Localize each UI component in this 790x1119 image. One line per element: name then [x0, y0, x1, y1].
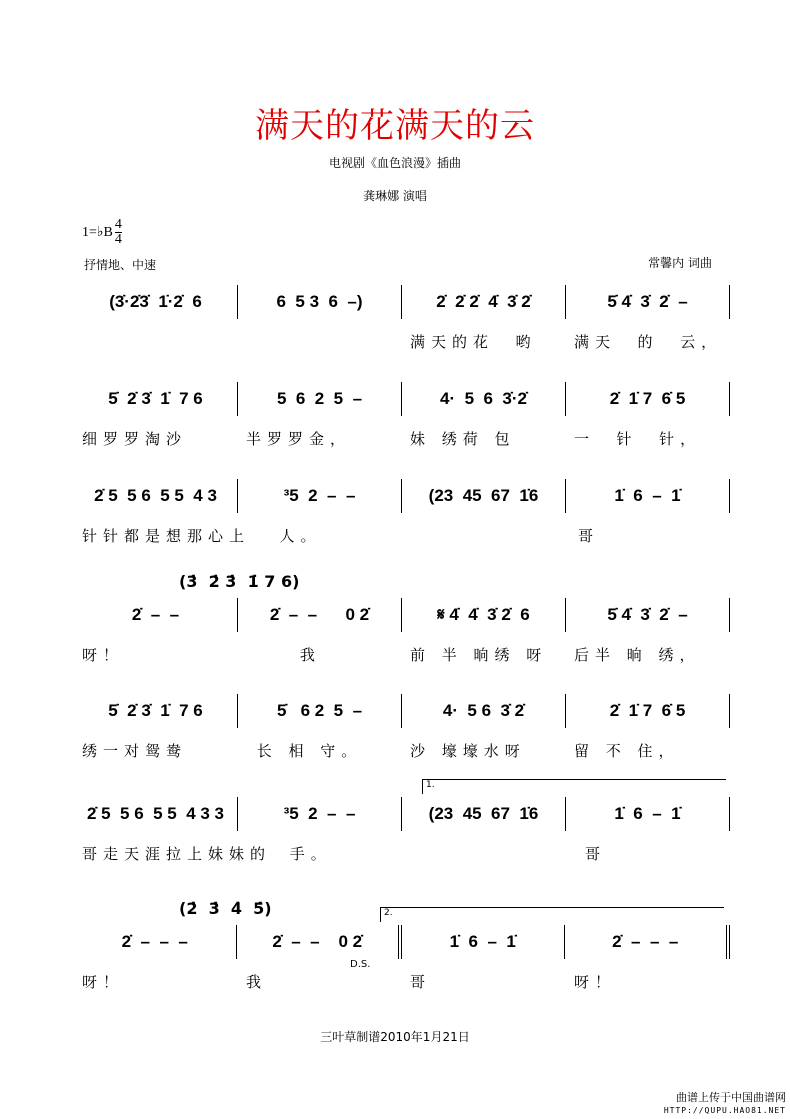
- measure: 5̇ 4̇ 3̇ 2̇ –: [566, 285, 730, 319]
- lyric-text: 后半 晌 绣，: [574, 646, 701, 664]
- watermark: [664, 1091, 786, 1117]
- watermark-text: 曲谱上传于中国曲谱网: [676, 1091, 786, 1104]
- staff-system: [74, 479, 730, 549]
- measure: 5̇ 2̇ 3̇ 1̇ 7 6: [74, 694, 238, 728]
- lyrics-row: [74, 331, 730, 352]
- lyric-text: 妹 绣荷 包: [410, 430, 516, 448]
- measure: ³5 2 – –: [238, 797, 402, 831]
- lyric-text: [238, 331, 402, 352]
- measure: 2̇ – – –: [74, 925, 237, 959]
- lyric-text: 绣一对鸳鸯: [82, 742, 188, 760]
- staff-system: [74, 382, 730, 452]
- measure: 5̇ 2̇ 3̇ 1̇ 7 6: [74, 382, 238, 416]
- lyric-text: 呀！: [82, 646, 125, 664]
- lyric-text: [74, 331, 238, 352]
- lyric-text: 哥: [578, 527, 600, 545]
- measure: (23 45 67 1̇6: [402, 479, 566, 513]
- volta-bracket: 1.: [422, 779, 726, 794]
- notes-row: [74, 598, 730, 632]
- lyric-text: 我: [246, 646, 321, 664]
- measure: 1̇ 6 – 1̇: [566, 797, 730, 831]
- key-note: ♭B: [96, 225, 113, 240]
- lyric-text: 呀！: [574, 973, 617, 991]
- notes-row: [74, 382, 730, 416]
- measure: 1̇ 6 – 1̇: [566, 479, 730, 513]
- measure: 2̇ 1̇ 7 6̇ 5: [566, 694, 730, 728]
- measure: 5̇ 6 2 5 –: [238, 694, 402, 728]
- measure: 𝄋 4̇ 4̇ 3̇ 2̇ 6: [402, 598, 566, 632]
- lyric-text: 留 不 住，: [574, 742, 680, 760]
- measure: 2̇ – – –: [565, 925, 731, 959]
- lyric-text: 细罗罗淘沙: [82, 430, 188, 448]
- interlude-notes: (2̇ 3̇ 4̇ 5̇): [179, 899, 272, 918]
- lyric-text: 沙 壕壕水呀: [410, 742, 526, 760]
- song-title: 满天的花满天的云: [255, 106, 535, 146]
- subtitle: 电视剧《血色浪漫》插曲: [328, 156, 461, 170]
- measure: (3̇·2̇3̇ 1̇·2̇ 6: [74, 285, 238, 319]
- measure: 2̇ 5 5 6 5 5 4 3: [74, 479, 238, 513]
- key-signature: [82, 218, 122, 247]
- lyric-text: 半罗罗金，: [246, 430, 352, 448]
- notes-row: [74, 925, 730, 959]
- volta-bracket: 2.: [380, 907, 724, 922]
- interlude-notes: (3̇ 2̇ 3̇ 1̇ 7 6): [179, 572, 300, 591]
- lyric-text: [410, 525, 570, 546]
- measure: ³5 2 – –: [238, 479, 402, 513]
- measure: 2̇ 1̇ 7 6̇ 5: [566, 382, 730, 416]
- measure: 5̇ 4̇ 3̇ 2̇ –: [566, 598, 730, 632]
- lyrics-row: [74, 843, 730, 864]
- singer: 龚琳娜 演唱: [363, 189, 427, 203]
- measure: 2̇ – – 0 2̇: [237, 925, 403, 959]
- measure: 2̇ – – 0 2̇: [238, 598, 402, 632]
- staff-system: [74, 899, 730, 995]
- notes-row: [74, 479, 730, 513]
- measure: 1̇ 6 – 1̇: [402, 925, 565, 959]
- lyric-text: [424, 843, 577, 864]
- lyric-text: 人。: [258, 527, 322, 545]
- composer-credit: 常馨内 词曲: [648, 256, 712, 270]
- notes-row: [74, 694, 730, 728]
- measure: 4· 5 6 3̇ 2̇: [402, 694, 566, 728]
- lyrics-row: [74, 644, 730, 665]
- staff-system: [74, 572, 730, 668]
- dal-segno-mark: D.S.: [350, 959, 371, 970]
- lyric-text: 呀！: [82, 973, 125, 991]
- key-prefix: 1=: [82, 224, 97, 240]
- lyric-text: 哥: [410, 973, 432, 991]
- time-top: 4: [114, 217, 122, 232]
- tempo-marking: 抒情地、中速: [84, 258, 157, 272]
- measure: 2̇ 2̇ 2̇ 4̇ 3̇ 2̇: [402, 285, 566, 319]
- lyric-text: 满天的花 哟: [410, 333, 537, 351]
- time-bottom: 4: [114, 232, 122, 247]
- time-signature: [115, 218, 122, 247]
- lyrics-row: [74, 525, 730, 546]
- lyrics-row: [74, 428, 730, 449]
- lyric-text: 针针都是想那心上: [82, 527, 251, 545]
- lyric-text: 长 相 守。: [246, 742, 363, 760]
- measure: (23 45 67 1̇6: [402, 797, 566, 831]
- lyric-text: 哥: [585, 845, 607, 863]
- measure: 6 5 3 6 –): [238, 285, 402, 319]
- lyric-text: 一 针 针，: [574, 430, 702, 448]
- measure: 4· 5 6 3̇·2̇: [402, 382, 566, 416]
- measure: 2̇ 5 5 6 5 5 4 3 3: [74, 797, 238, 831]
- staff-system: [74, 285, 730, 355]
- lyric-text: 手。: [279, 845, 332, 863]
- footer-credit: 三叶草制谱2010年1月21日: [320, 1030, 470, 1044]
- lyrics-row: [74, 740, 730, 761]
- notes-row: [74, 285, 730, 319]
- lyric-text: 哥走天涯拉上妹妹的: [82, 845, 272, 863]
- staff-system: [74, 694, 730, 764]
- measure: 2̇ – –: [74, 598, 238, 632]
- lyrics-row: [74, 971, 730, 992]
- staff-system: [74, 780, 730, 867]
- notes-row: [74, 797, 730, 831]
- lyric-text: 前 半 晌绣 呀: [410, 646, 548, 664]
- measure: 5 6 2 5 –: [238, 382, 402, 416]
- lyric-text: 满天 的 云，: [574, 333, 723, 351]
- watermark-url: HTTP://QUPU.HAO81.NET: [663, 1106, 786, 1115]
- lyric-text: 我: [246, 973, 268, 991]
